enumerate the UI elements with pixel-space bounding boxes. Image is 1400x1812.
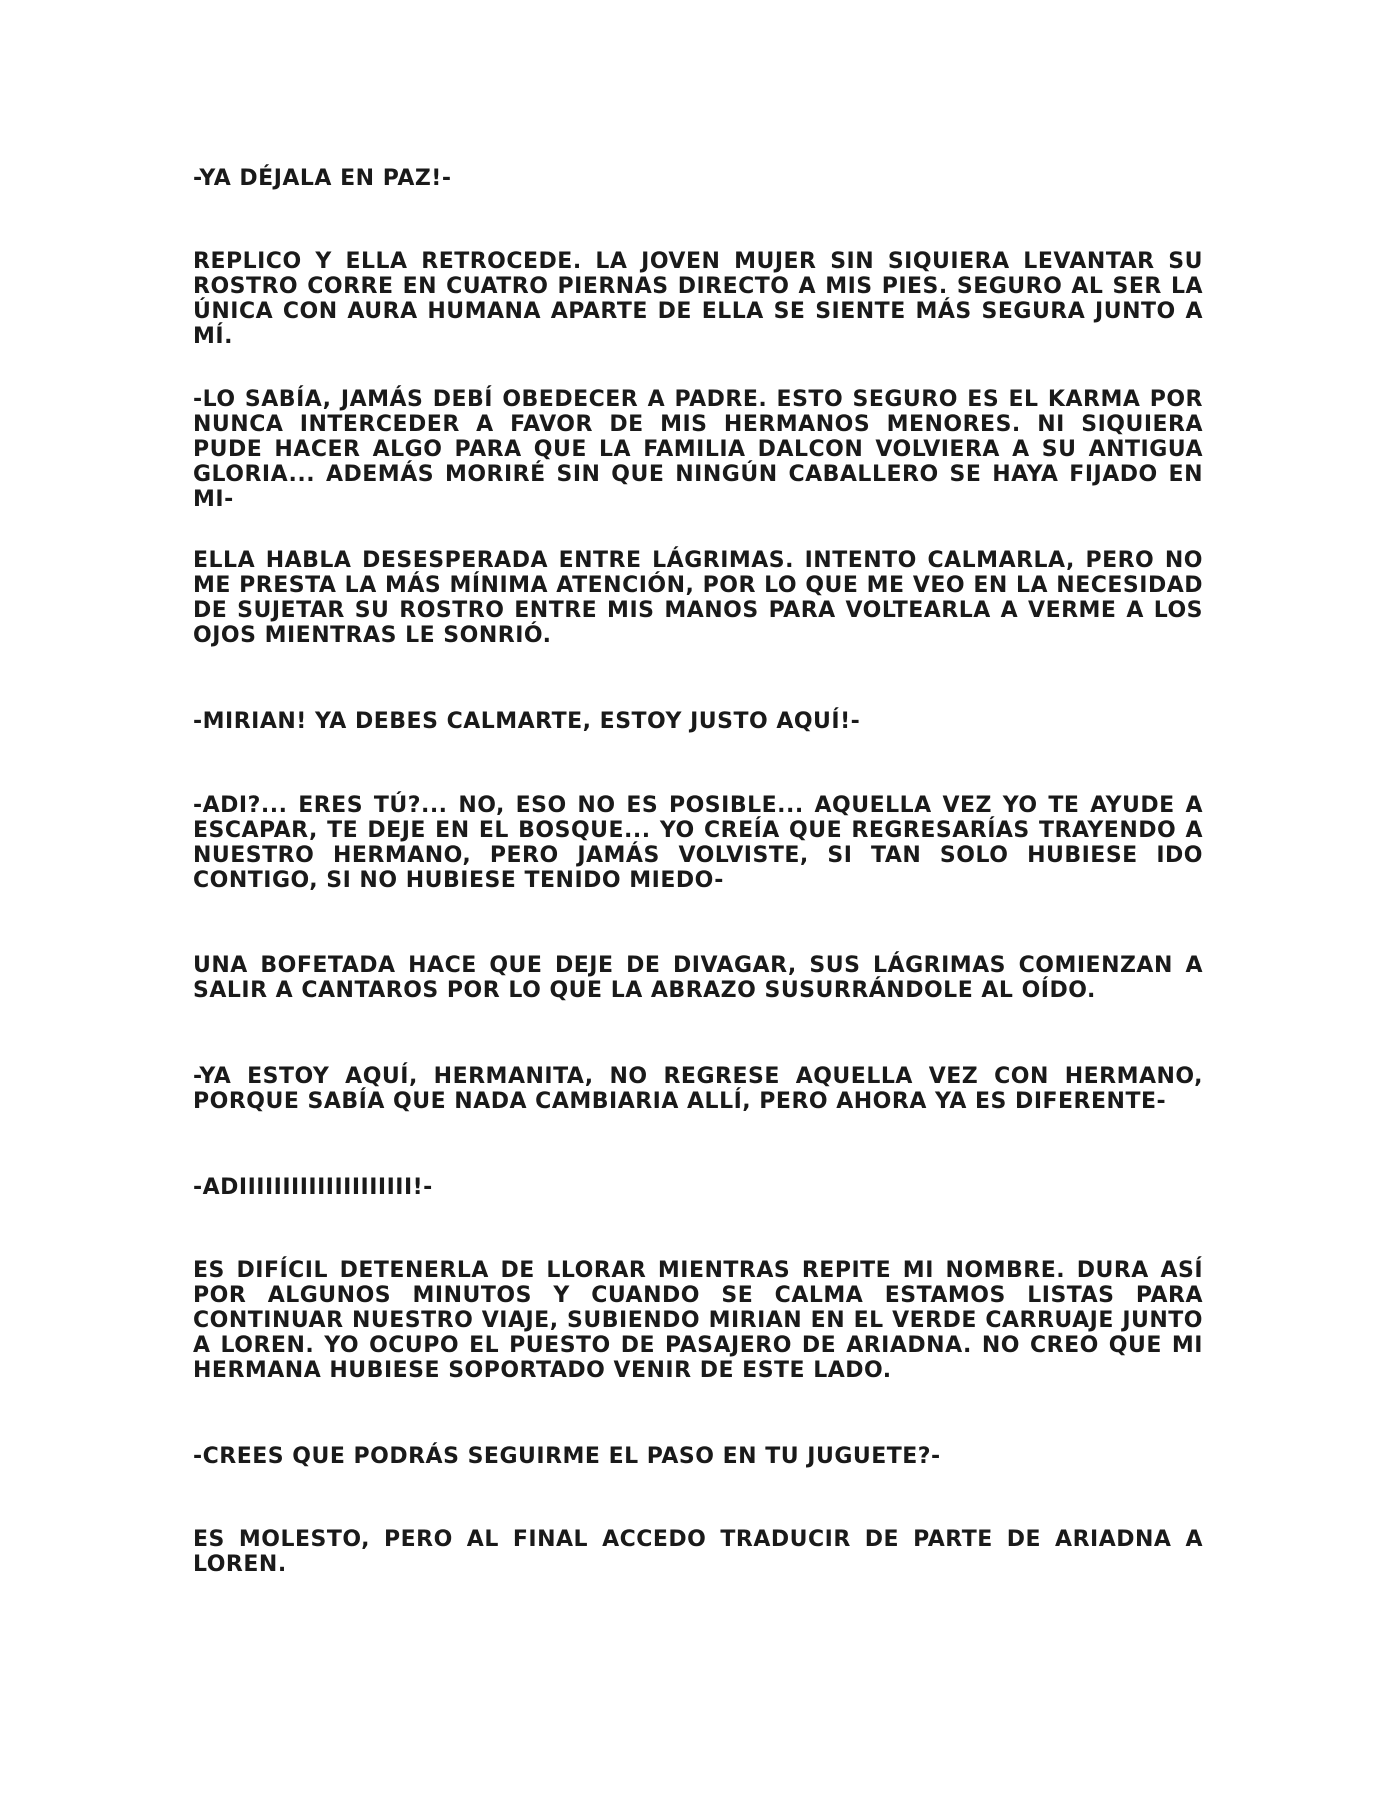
dialogue-line: -MIRIAN! YA DEBES CALMARTE, ESTOY JUSTO AQUÍ!-	[193, 709, 861, 734]
dialogue-line: -YA DÉJALA EN PAZ!-	[193, 166, 452, 191]
narration-paragraph: ELLA HABLA DESESPERADA ENTRE LÁGRIMAS. INTENTO CALMARLA, PERO NO ME PRESTA LA MÁS MÍNIMA ATENCIÓN, POR LO QUE ME VEO EN LA NECESIDAD DE SUJETAR SU ROSTRO ENTRE MIS MANOS PARA VOLTEARLA A VERME A LOS OJOS MIENTRAS LE SONRIÓ.	[193, 548, 1203, 648]
dialogue-line: -CREES QUE PODRÁS SEGUIRME EL PASO EN TU JUGUETE?-	[193, 1444, 941, 1469]
narration-paragraph: UNA BOFETADA HACE QUE DEJE DE DIVAGAR, SUS LÁGRIMAS COMIENZAN A SALIR A CANTAROS POR LO QUE LA ABRAZO SUSURRÁNDOLE AL OÍDO.	[193, 953, 1203, 1003]
narration-paragraph: ES MOLESTO, PERO AL FINAL ACCEDO TRADUCIR DE PARTE DE ARIADNA A LOREN.	[193, 1527, 1203, 1577]
narration-paragraph: ES DIFÍCIL DETENERLA DE LLORAR MIENTRAS REPITE MI NOMBRE. DURA ASÍ POR ALGUNOS MINUTOS Y CUANDO SE CALMA ESTAMOS LISTAS PARA CONTINUAR NUESTRO VIAJE, SUBIENDO MIRIAN EN EL VERDE CARRUAJE JUNTO A LOREN. YO OCUPO EL PUESTO DE PASAJERO DE ARIADNA. NO CREO QUE MI HERMANA HUBIESE SOPORTADO VENIR DE ESTE LADO.	[193, 1258, 1203, 1383]
dialogue-line: -LO SABÍA, JAMÁS DEBÍ OBEDECER A PADRE. ESTO SEGURO ES EL KARMA POR NUNCA INTERCEDER A FAVOR DE MIS HERMANOS MENORES. NI SIQUIERA PUDE HACER ALGO PARA QUE LA FAMILIA DALCON VOLVIERA A SU ANTIGUA GLORIA... ADEMÁS MORIRÉ SIN QUE NINGÚN CABALLERO SE HAYA FIJADO EN MI-	[193, 387, 1203, 512]
narration-paragraph: REPLICO Y ELLA RETROCEDE. LA JOVEN MUJER SIN SIQUIERA LEVANTAR SU ROSTRO CORRE EN CUATRO PIERNAS DIRECTO A MIS PIES. SEGURO AL SER LA ÚNICA CON AURA HUMANA APARTE DE ELLA SE SIENTE MÁS SEGURA JUNTO A MÍ.	[193, 249, 1203, 349]
dialogue-line: -ADI?... ERES TÚ?... NO, ESO NO ES POSIBLE... AQUELLA VEZ YO TE AYUDE A ESCAPAR, TE DEJE EN EL BOSQUE... YO CREÍA QUE REGRESARÍAS TRAYENDO A NUESTRO HERMANO, PERO JAMÁS VOLVISTE, SI TAN SOLO HUBIESE IDO CONTIGO, SI NO HUBIESE TENIDO MIEDO-	[193, 793, 1203, 893]
dialogue-line: -YA ESTOY AQUÍ, HERMANITA, NO REGRESE AQUELLA VEZ CON HERMANO, PORQUE SABÍA QUE NADA CAMBIARIA ALLÍ, PERO AHORA YA ES DIFERENTE-	[193, 1064, 1203, 1114]
dialogue-line: -ADIIIIIIIIIIIIIIIIIIII!-	[193, 1175, 433, 1200]
